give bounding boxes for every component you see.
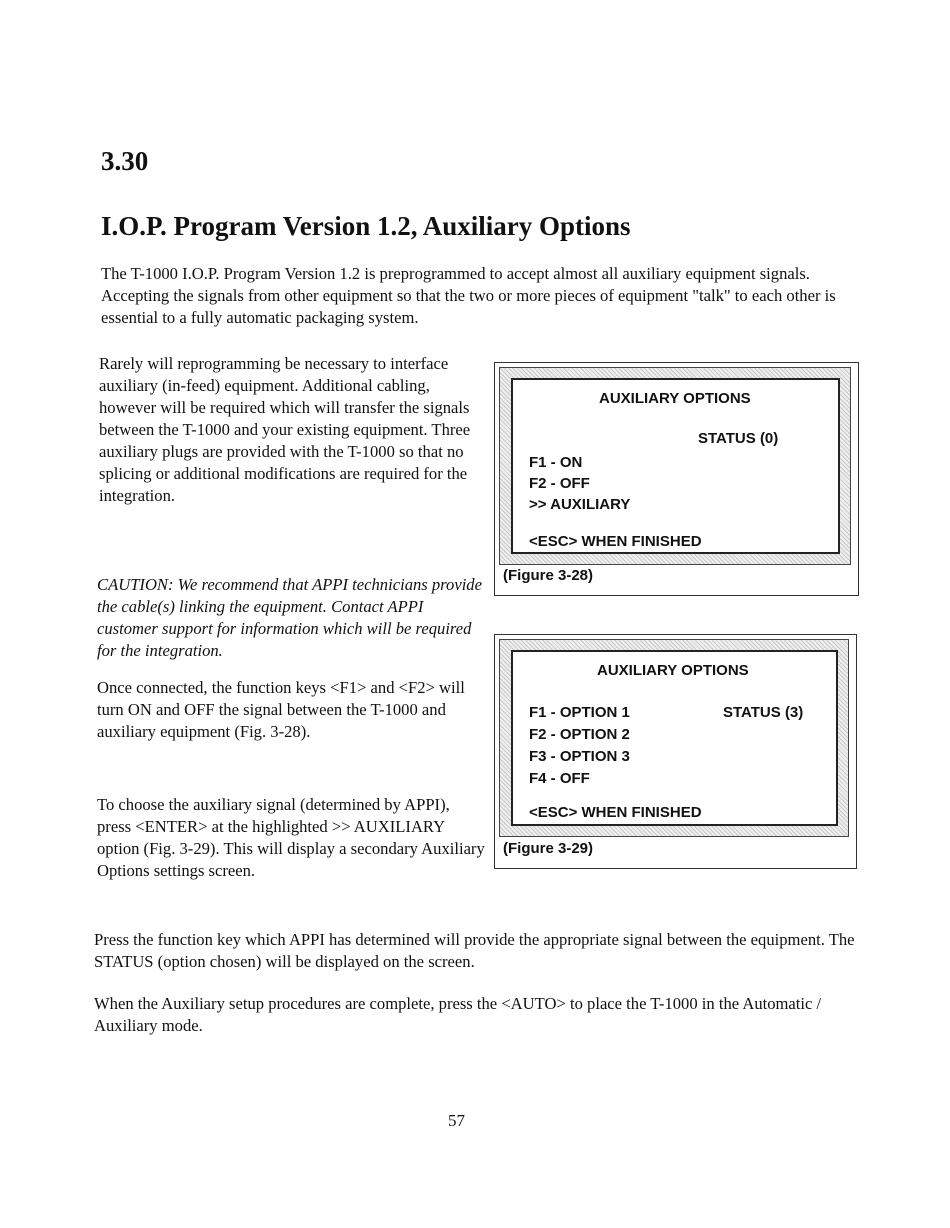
- status-readout: STATUS (0): [698, 430, 779, 447]
- menu-line-f2: F2 - OPTION 2: [529, 726, 630, 743]
- page-number: 57: [448, 1111, 465, 1130]
- status-paragraph: Press the function key which APPI has determined will provide the appropriate signal between the equipment. The STATUS (option chosen) will be displayed on the screen.: [94, 930, 855, 971]
- esc-instruction: <ESC> WHEN FINISHED: [529, 533, 702, 550]
- esc-instruction: <ESC> WHEN FINISHED: [529, 804, 702, 821]
- menu-line-f4: F4 - OFF: [529, 770, 590, 787]
- screen-bezel: [499, 367, 851, 565]
- menu-line-auxiliary: >> AUXILIARY: [529, 496, 631, 513]
- auxiliary-options-screen: [511, 378, 840, 554]
- screen-bezel: [499, 639, 849, 837]
- auxiliary-options-screen: [511, 650, 838, 826]
- menu-line-f1: F1 - OPTION 1: [529, 704, 630, 721]
- intro-paragraph: The T-1000 I.O.P. Program Version 1.2 is preprogrammed to accept almost all auxiliary equipment signals. Accepting the signals from other equipment so that the two or more pieces of equipment "talk" to each other is essential to a fully automatic packaging system.: [101, 264, 836, 327]
- caution-note: CAUTION: We recommend that APPI technicians provide the cable(s) linking the equipment. Contact APPI customer support for information which will be required for the integration.: [97, 575, 482, 660]
- figure-caption: (Figure 3-28): [503, 567, 594, 584]
- screen-heading: AUXILIARY OPTIONS: [599, 390, 751, 407]
- reprogramming-paragraph: Rarely will reprogramming be necessary to interface auxiliary (in-feed) equipment. Additional cabling, however will be required which will transfer the signals between the T-1000 and your existing equipment. Three auxiliary plugs are provided with the T-1000 so that no splicing or additional modifications are required for the integration.: [99, 354, 471, 505]
- section-number: 3.30: [101, 146, 149, 176]
- figure-3-28: [494, 362, 859, 596]
- menu-line-f3: F3 - OPTION 3: [529, 748, 630, 765]
- figure-3-29: [494, 634, 857, 869]
- auxiliary-signal-paragraph: To choose the auxiliary signal (determined by APPI), press <ENTER> at the highlighted >> AUXILIARY option (Fig. 3-29). This will display a secondary Auxiliary Options settings screen.: [97, 795, 485, 880]
- figure-caption: (Figure 3-29): [503, 840, 594, 857]
- screen-heading: AUXILIARY OPTIONS: [597, 662, 749, 679]
- completion-paragraph: When the Auxiliary setup procedures are complete, press the <AUTO> to place the T-1000 in the Automatic / Auxiliary mode.: [94, 994, 822, 1035]
- function-keys-paragraph: Once connected, the function keys <F1> and <F2> will turn ON and OFF the signal between the T-1000 and auxiliary equipment (Fig. 3-28).: [97, 678, 465, 741]
- status-readout: STATUS (3): [723, 704, 804, 721]
- page-title: I.O.P. Program Version 1.2, Auxiliary Options: [101, 211, 631, 241]
- menu-line-f1: F1 - ON: [529, 454, 583, 471]
- menu-line-f2: F2 - OFF: [529, 475, 590, 492]
